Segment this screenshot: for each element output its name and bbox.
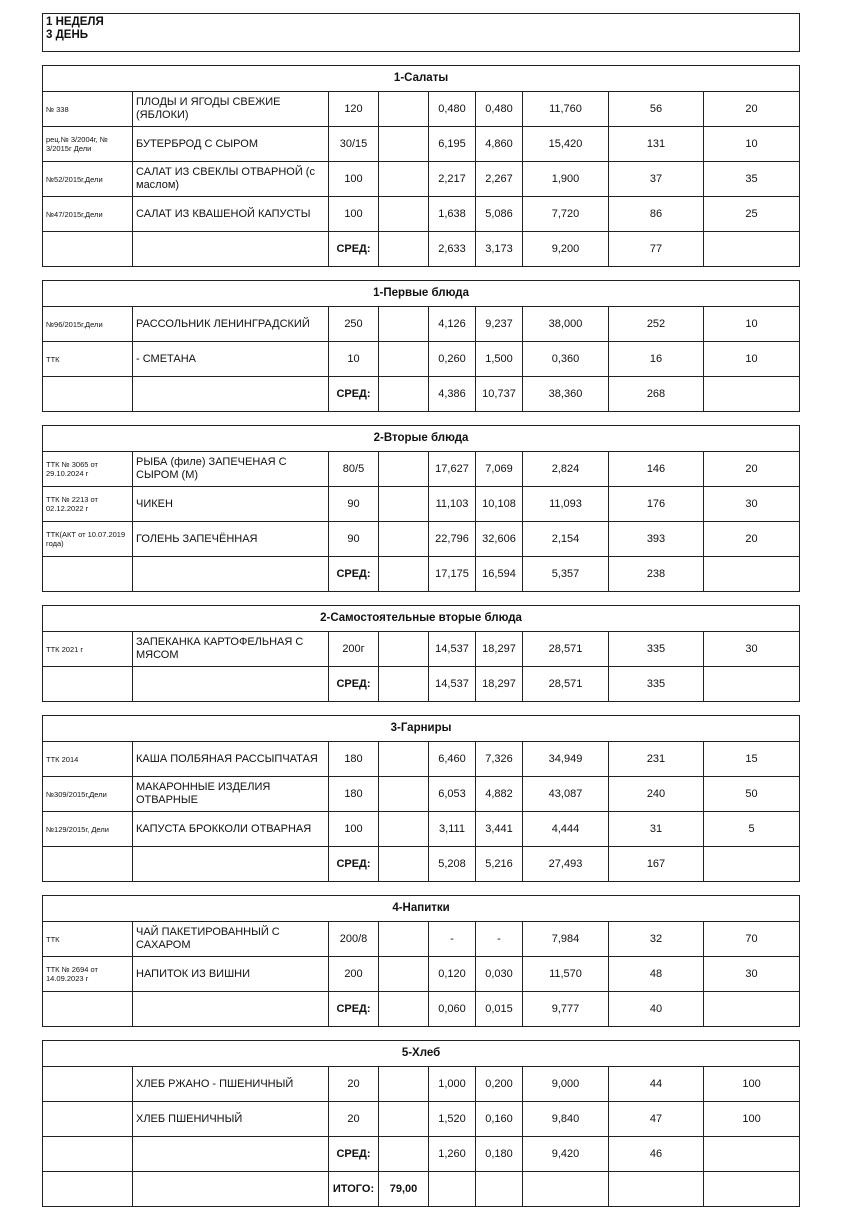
empty-cell — [133, 847, 329, 882]
empty-cell — [379, 487, 429, 522]
empty-cell — [379, 197, 429, 232]
carb-value: 28,571 — [523, 632, 609, 667]
section-title: 5-Хлеб — [43, 1041, 800, 1067]
empty-cell — [379, 342, 429, 377]
dish-name: - СМЕТАНА — [133, 342, 329, 377]
kcal-value: 37 — [609, 162, 704, 197]
dish-name: РАССОЛЬНИК ЛЕНИНГРАДСКИЙ — [133, 307, 329, 342]
avg-kcal: 167 — [609, 847, 704, 882]
cost-value: 35 — [704, 162, 800, 197]
empty-cell — [43, 1137, 133, 1172]
carb-value: 7,984 — [523, 922, 609, 957]
carb-value: 11,093 — [523, 487, 609, 522]
portion-mass: 30/15 — [329, 127, 379, 162]
carb-value: 43,087 — [523, 777, 609, 812]
carb-value: 2,824 — [523, 452, 609, 487]
empty-cell — [379, 992, 429, 1027]
kcal-value: 231 — [609, 742, 704, 777]
cost-value: 15 — [704, 742, 800, 777]
section-header-row — [43, 281, 800, 307]
protein-value: 6,053 — [429, 777, 476, 812]
empty-cell — [133, 377, 329, 412]
kcal-value: 240 — [609, 777, 704, 812]
empty-cell — [379, 847, 429, 882]
protein-value: - — [429, 922, 476, 957]
empty-cell — [379, 1102, 429, 1137]
protein-value: 17,627 — [429, 452, 476, 487]
portion-mass: 90 — [329, 487, 379, 522]
average-label: СРЕД: — [329, 992, 379, 1027]
portion-mass: 100 — [329, 162, 379, 197]
empty-cell — [476, 1172, 523, 1207]
dish-name: САЛАТ ИЗ КВАШЕНОЙ КАПУСТЫ — [133, 197, 329, 232]
total-value: 79,00 — [379, 1172, 429, 1207]
empty-cell — [379, 127, 429, 162]
avg-carb: 9,777 — [523, 992, 609, 1027]
cost-value: 10 — [704, 342, 800, 377]
empty-cell — [379, 742, 429, 777]
empty-cell — [379, 232, 429, 267]
cost-value: 70 — [704, 922, 800, 957]
avg-kcal: 77 — [609, 232, 704, 267]
protein-value: 6,195 — [429, 127, 476, 162]
cost-value: 30 — [704, 632, 800, 667]
dish-name: САЛАТ ИЗ СВЕКЛЫ ОТВАРНОЙ (с маслом) — [133, 162, 329, 197]
total-row — [43, 1172, 800, 1207]
cost-value: 30 — [704, 957, 800, 992]
empty-cell — [379, 522, 429, 557]
section-header-row — [43, 716, 800, 742]
cost-value: 20 — [704, 452, 800, 487]
section-title: 2-Вторые блюда — [43, 426, 800, 452]
section-header-row — [43, 606, 800, 632]
spacer-row — [43, 1027, 800, 1041]
dish-name: БУТЕРБРОД С СЫРОМ — [133, 127, 329, 162]
empty-cell — [133, 1172, 329, 1207]
empty-cell — [704, 232, 800, 267]
spacer-row — [43, 267, 800, 281]
protein-value: 1,000 — [429, 1067, 476, 1102]
empty-cell — [609, 1172, 704, 1207]
avg-protein: 14,537 — [429, 667, 476, 702]
protein-value: 1,520 — [429, 1102, 476, 1137]
portion-mass: 20 — [329, 1102, 379, 1137]
kcal-value: 252 — [609, 307, 704, 342]
fat-value: 7,326 — [476, 742, 523, 777]
section-title: 3-Гарниры — [43, 716, 800, 742]
carb-value: 1,900 — [523, 162, 609, 197]
empty-cell — [379, 922, 429, 957]
section-header-row — [43, 66, 800, 92]
avg-fat: 0,180 — [476, 1137, 523, 1172]
fat-value: 7,069 — [476, 452, 523, 487]
dish-name: ГОЛЕНЬ ЗАПЕЧЁННАЯ — [133, 522, 329, 557]
protein-value: 2,217 — [429, 162, 476, 197]
empty-cell — [379, 777, 429, 812]
avg-kcal: 268 — [609, 377, 704, 412]
average-row — [43, 667, 800, 702]
kcal-value: 56 — [609, 92, 704, 127]
dish-name: НАПИТОК ИЗ ВИШНИ — [133, 957, 329, 992]
carb-value: 34,949 — [523, 742, 609, 777]
empty-cell — [379, 307, 429, 342]
empty-cell — [43, 667, 133, 702]
kcal-value: 48 — [609, 957, 704, 992]
portion-mass: 200 — [329, 957, 379, 992]
avg-fat: 18,297 — [476, 667, 523, 702]
cost-value: 20 — [704, 92, 800, 127]
protein-value: 3,111 — [429, 812, 476, 847]
recipe-ref: №96/2015г,Дели — [43, 307, 133, 342]
table-row — [43, 487, 800, 522]
avg-protein: 0,060 — [429, 992, 476, 1027]
section-header-row — [43, 1041, 800, 1067]
carb-value: 9,840 — [523, 1102, 609, 1137]
fat-value: 3,441 — [476, 812, 523, 847]
average-row — [43, 557, 800, 592]
fat-value: 0,030 — [476, 957, 523, 992]
average-row — [43, 847, 800, 882]
table-row — [43, 632, 800, 667]
recipe-ref: №47/2015г,Дели — [43, 197, 133, 232]
empty-cell — [704, 1172, 800, 1207]
spacer-cell — [43, 267, 800, 281]
fat-value: 32,606 — [476, 522, 523, 557]
fat-value: 9,237 — [476, 307, 523, 342]
header-row — [43, 14, 800, 52]
cost-value: 10 — [704, 127, 800, 162]
empty-cell — [704, 847, 800, 882]
menu-sheet — [42, 13, 799, 1207]
recipe-ref: рец.№ 3/2004г, № 3/2015г Дели — [43, 127, 133, 162]
protein-value: 22,796 — [429, 522, 476, 557]
spacer-row — [43, 592, 800, 606]
avg-kcal: 46 — [609, 1137, 704, 1172]
recipe-ref: ТТК 2021 г — [43, 632, 133, 667]
section-title: 2-Самостоятельные вторые блюда — [43, 606, 800, 632]
section-header-row — [43, 896, 800, 922]
empty-cell — [704, 1137, 800, 1172]
carb-value: 4,444 — [523, 812, 609, 847]
section-header-row — [43, 426, 800, 452]
table-row — [43, 922, 800, 957]
protein-value: 6,460 — [429, 742, 476, 777]
empty-cell — [43, 232, 133, 267]
avg-carb: 9,420 — [523, 1137, 609, 1172]
spacer-row — [43, 412, 800, 426]
table-row — [43, 812, 800, 847]
avg-kcal: 40 — [609, 992, 704, 1027]
average-row — [43, 232, 800, 267]
fat-value: 1,500 — [476, 342, 523, 377]
spacer-cell — [43, 1027, 800, 1041]
avg-fat: 0,015 — [476, 992, 523, 1027]
portion-mass: 180 — [329, 777, 379, 812]
portion-mass: 90 — [329, 522, 379, 557]
table-row — [43, 742, 800, 777]
empty-cell — [133, 232, 329, 267]
cost-value: 25 — [704, 197, 800, 232]
fat-value: 4,882 — [476, 777, 523, 812]
empty-cell — [43, 992, 133, 1027]
empty-cell — [379, 557, 429, 592]
spacer-cell — [43, 52, 800, 66]
empty-cell — [379, 452, 429, 487]
recipe-ref: № 338 — [43, 92, 133, 127]
avg-carb: 38,360 — [523, 377, 609, 412]
protein-value: 11,103 — [429, 487, 476, 522]
kcal-value: 335 — [609, 632, 704, 667]
spacer-cell — [43, 412, 800, 426]
table-row — [43, 1067, 800, 1102]
avg-fat: 16,594 — [476, 557, 523, 592]
fat-value: 2,267 — [476, 162, 523, 197]
carb-value: 7,720 — [523, 197, 609, 232]
average-label: СРЕД: — [329, 1137, 379, 1172]
empty-cell — [429, 1172, 476, 1207]
protein-value: 4,126 — [429, 307, 476, 342]
cost-value: 30 — [704, 487, 800, 522]
recipe-ref: №52/2015г,Дели — [43, 162, 133, 197]
portion-mass: 100 — [329, 812, 379, 847]
table-row — [43, 522, 800, 557]
avg-kcal: 335 — [609, 667, 704, 702]
average-row — [43, 992, 800, 1027]
avg-protein: 1,260 — [429, 1137, 476, 1172]
carb-value: 11,760 — [523, 92, 609, 127]
empty-cell — [379, 377, 429, 412]
portion-mass: 120 — [329, 92, 379, 127]
fat-value: 4,860 — [476, 127, 523, 162]
portion-mass: 180 — [329, 742, 379, 777]
kcal-value: 32 — [609, 922, 704, 957]
empty-cell — [379, 92, 429, 127]
average-label: СРЕД: — [329, 232, 379, 267]
dish-name: ПЛОДЫ И ЯГОДЫ СВЕЖИЕ (ЯБЛОКИ) — [133, 92, 329, 127]
cost-value: 100 — [704, 1067, 800, 1102]
recipe-ref — [43, 1067, 133, 1102]
dish-name: МАКАРОННЫЕ ИЗДЕЛИЯ ОТВАРНЫЕ — [133, 777, 329, 812]
empty-cell — [43, 377, 133, 412]
recipe-ref: ТТК — [43, 342, 133, 377]
section-title: 1-Первые блюда — [43, 281, 800, 307]
portion-mass: 200/8 — [329, 922, 379, 957]
avg-carb: 9,200 — [523, 232, 609, 267]
cost-value: 100 — [704, 1102, 800, 1137]
cost-value: 20 — [704, 522, 800, 557]
empty-cell — [43, 847, 133, 882]
table-row — [43, 777, 800, 812]
recipe-ref: ТТК № 2694 от 14.09.2023 г — [43, 957, 133, 992]
fat-value: 5,086 — [476, 197, 523, 232]
protein-value: 0,260 — [429, 342, 476, 377]
empty-cell — [704, 992, 800, 1027]
empty-cell — [133, 992, 329, 1027]
table-row — [43, 307, 800, 342]
spacer-row — [43, 702, 800, 716]
portion-mass: 80/5 — [329, 452, 379, 487]
avg-protein: 5,208 — [429, 847, 476, 882]
empty-cell — [704, 557, 800, 592]
kcal-value: 131 — [609, 127, 704, 162]
menu-table — [42, 13, 800, 1207]
recipe-ref: ТТК № 3065 от 29.10.2024 г — [43, 452, 133, 487]
fat-value: 10,108 — [476, 487, 523, 522]
cost-value: 50 — [704, 777, 800, 812]
empty-cell — [379, 1137, 429, 1172]
table-row — [43, 452, 800, 487]
protein-value: 14,537 — [429, 632, 476, 667]
dish-name: ЧИКЕН — [133, 487, 329, 522]
average-label: СРЕД: — [329, 847, 379, 882]
fat-value: 18,297 — [476, 632, 523, 667]
empty-cell — [43, 1172, 133, 1207]
average-label: СРЕД: — [329, 667, 379, 702]
empty-cell — [43, 557, 133, 592]
table-row — [43, 342, 800, 377]
spacer-cell — [43, 702, 800, 716]
protein-value: 1,638 — [429, 197, 476, 232]
table-row — [43, 1102, 800, 1137]
avg-fat: 3,173 — [476, 232, 523, 267]
average-label: СРЕД: — [329, 377, 379, 412]
avg-carb: 5,357 — [523, 557, 609, 592]
carb-value: 15,420 — [523, 127, 609, 162]
table-row — [43, 197, 800, 232]
kcal-value: 44 — [609, 1067, 704, 1102]
fat-value: 0,480 — [476, 92, 523, 127]
dish-name: КАША ПОЛБЯНАЯ РАССЫПЧАТАЯ — [133, 742, 329, 777]
carb-value: 0,360 — [523, 342, 609, 377]
recipe-ref — [43, 1102, 133, 1137]
table-row — [43, 127, 800, 162]
spacer-row — [43, 52, 800, 66]
dish-name: ХЛЕБ ПШЕНИЧНЫЙ — [133, 1102, 329, 1137]
avg-protein: 17,175 — [429, 557, 476, 592]
kcal-value: 31 — [609, 812, 704, 847]
carb-value: 2,154 — [523, 522, 609, 557]
dish-name: ЧАЙ ПАКЕТИРОВАННЫЙ С САХАРОМ — [133, 922, 329, 957]
cost-value: 10 — [704, 307, 800, 342]
empty-cell — [379, 667, 429, 702]
dish-name: ХЛЕБ РЖАНО - ПШЕНИЧНЫЙ — [133, 1067, 329, 1102]
kcal-value: 16 — [609, 342, 704, 377]
avg-protein: 2,633 — [429, 232, 476, 267]
fat-value: 0,160 — [476, 1102, 523, 1137]
avg-kcal: 238 — [609, 557, 704, 592]
carb-value: 11,570 — [523, 957, 609, 992]
dish-name: КАПУСТА БРОККОЛИ ОТВАРНАЯ — [133, 812, 329, 847]
empty-cell — [379, 1067, 429, 1102]
section-title: 1-Салаты — [43, 66, 800, 92]
avg-carb: 27,493 — [523, 847, 609, 882]
empty-cell — [379, 162, 429, 197]
avg-fat: 10,737 — [476, 377, 523, 412]
recipe-ref: ТТК 2014 — [43, 742, 133, 777]
carb-value: 9,000 — [523, 1067, 609, 1102]
empty-cell — [133, 1137, 329, 1172]
cost-value: 5 — [704, 812, 800, 847]
protein-value: 0,120 — [429, 957, 476, 992]
week-label: 1 НЕДЕЛЯ — [46, 16, 104, 28]
empty-cell — [133, 667, 329, 702]
kcal-value: 86 — [609, 197, 704, 232]
portion-mass: 20 — [329, 1067, 379, 1102]
kcal-value: 393 — [609, 522, 704, 557]
empty-cell — [704, 377, 800, 412]
recipe-ref: №129/2015г, Дели — [43, 812, 133, 847]
avg-protein: 4,386 — [429, 377, 476, 412]
kcal-value: 146 — [609, 452, 704, 487]
protein-value: 0,480 — [429, 92, 476, 127]
average-row — [43, 377, 800, 412]
dish-name: РЫБА (филе) ЗАПЕЧЕНАЯ С СЫРОМ (М) — [133, 452, 329, 487]
dish-name: ЗАПЕКАНКА КАРТОФЕЛЬНАЯ С МЯСОМ — [133, 632, 329, 667]
average-row — [43, 1137, 800, 1172]
empty-cell — [704, 667, 800, 702]
portion-mass: 200г — [329, 632, 379, 667]
empty-cell — [133, 557, 329, 592]
empty-cell — [379, 957, 429, 992]
recipe-ref: ТТК — [43, 922, 133, 957]
table-row — [43, 957, 800, 992]
spacer-row — [43, 882, 800, 896]
recipe-ref: №309/2015г,Дели — [43, 777, 133, 812]
carb-value: 38,000 — [523, 307, 609, 342]
empty-cell — [379, 812, 429, 847]
avg-fat: 5,216 — [476, 847, 523, 882]
table-row — [43, 92, 800, 127]
empty-cell — [379, 632, 429, 667]
avg-carb: 28,571 — [523, 667, 609, 702]
fat-value: 0,200 — [476, 1067, 523, 1102]
kcal-value: 176 — [609, 487, 704, 522]
spacer-cell — [43, 882, 800, 896]
table-row — [43, 162, 800, 197]
section-title: 4-Напитки — [43, 896, 800, 922]
portion-mass: 100 — [329, 197, 379, 232]
portion-mass: 10 — [329, 342, 379, 377]
portion-mass: 250 — [329, 307, 379, 342]
average-label: СРЕД: — [329, 557, 379, 592]
recipe-ref: ТТК № 2213 от 02.12.2022 г — [43, 487, 133, 522]
empty-cell — [523, 1172, 609, 1207]
kcal-value: 47 — [609, 1102, 704, 1137]
recipe-ref: ТТК(АКТ от 10.07.2019 года) — [43, 522, 133, 557]
fat-value: - — [476, 922, 523, 957]
spacer-cell — [43, 592, 800, 606]
menu-table-body — [43, 14, 800, 1207]
day-label: 3 ДЕНЬ — [46, 29, 89, 41]
header-cell — [43, 14, 800, 52]
total-label: ИТОГО: — [329, 1172, 379, 1207]
